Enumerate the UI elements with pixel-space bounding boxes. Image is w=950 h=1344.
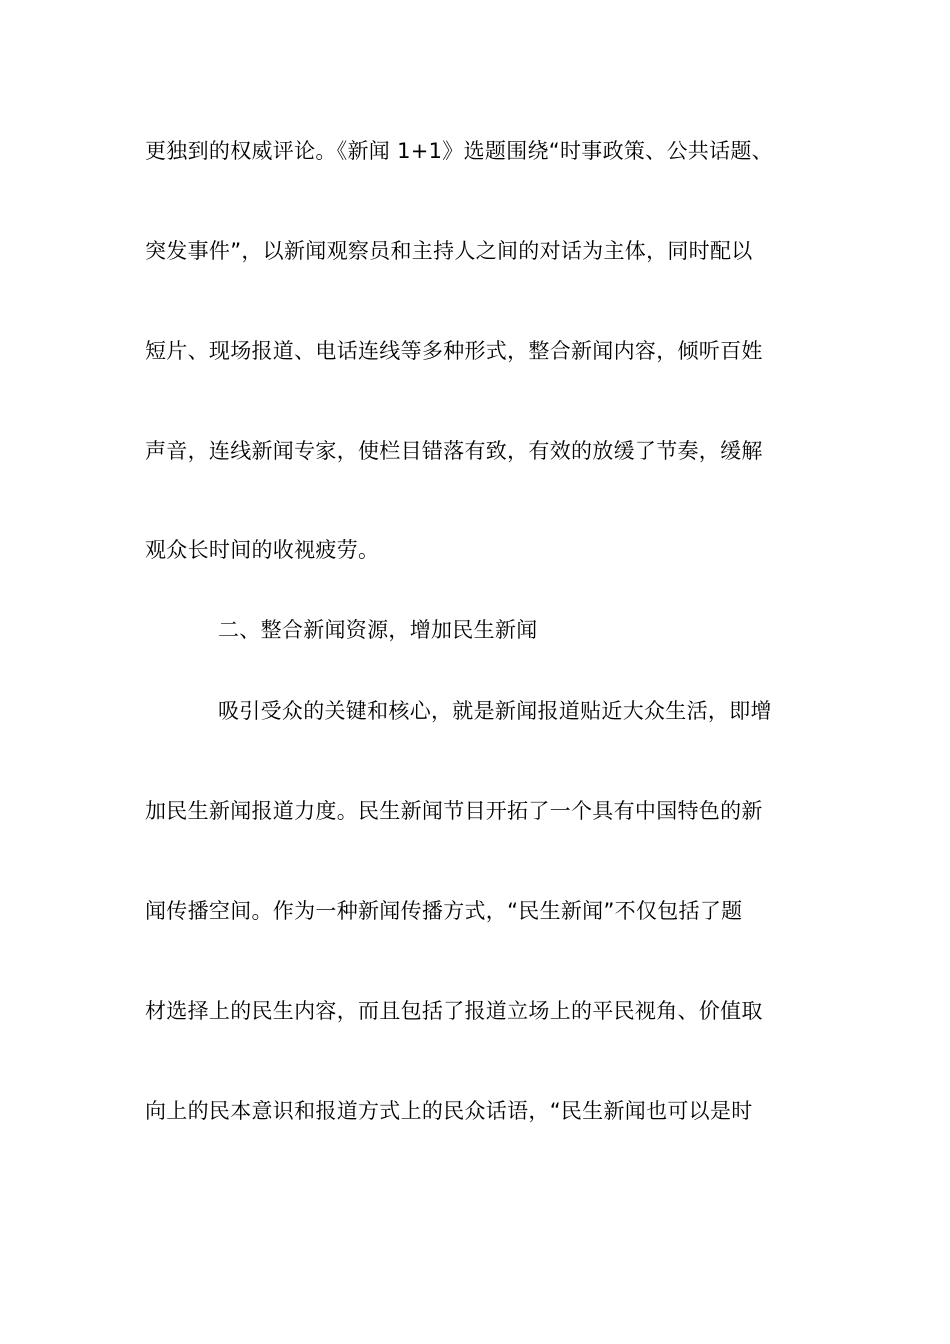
paragraph-line: 吸引受众的关键和核心，就是新闻报道贴近大众生活，即增	[218, 699, 772, 723]
paragraph-line: 更独到的权威评论。《新闻 1+1》选题围绕“时事政策、公共话题、	[145, 139, 773, 163]
paragraph-line: 加民生新闻报道力度。民生新闻节目开拓了一个具有中国特色的新	[145, 799, 763, 823]
paragraph-line: 突发事件”，以新闻观察员和主持人之间的对话为主体，同时配以	[145, 239, 753, 263]
paragraph-line: 声音，连线新闻专家，使栏目错落有致，有效的放缓了节奏，缓解	[145, 439, 763, 463]
paragraph-line: 材选择上的民生内容，而且包括了报道立场上的平民视角、价值取	[145, 999, 763, 1023]
paragraph-line: 短片、现场报道、电话连线等多种形式，整合新闻内容，倾听百姓	[145, 339, 763, 363]
paragraph-line: 闻传播空间。作为一种新闻传播方式，“民生新闻”不仅包括了题	[145, 899, 743, 923]
paragraph-line: 观众长时间的收视疲劳。	[145, 538, 380, 562]
paragraph-line: 向上的民本意识和报道方式上的民众话语，“民生新闻也可以是时	[145, 1099, 753, 1123]
section-heading: 二、整合新闻资源，增加民生新闻	[218, 618, 538, 642]
